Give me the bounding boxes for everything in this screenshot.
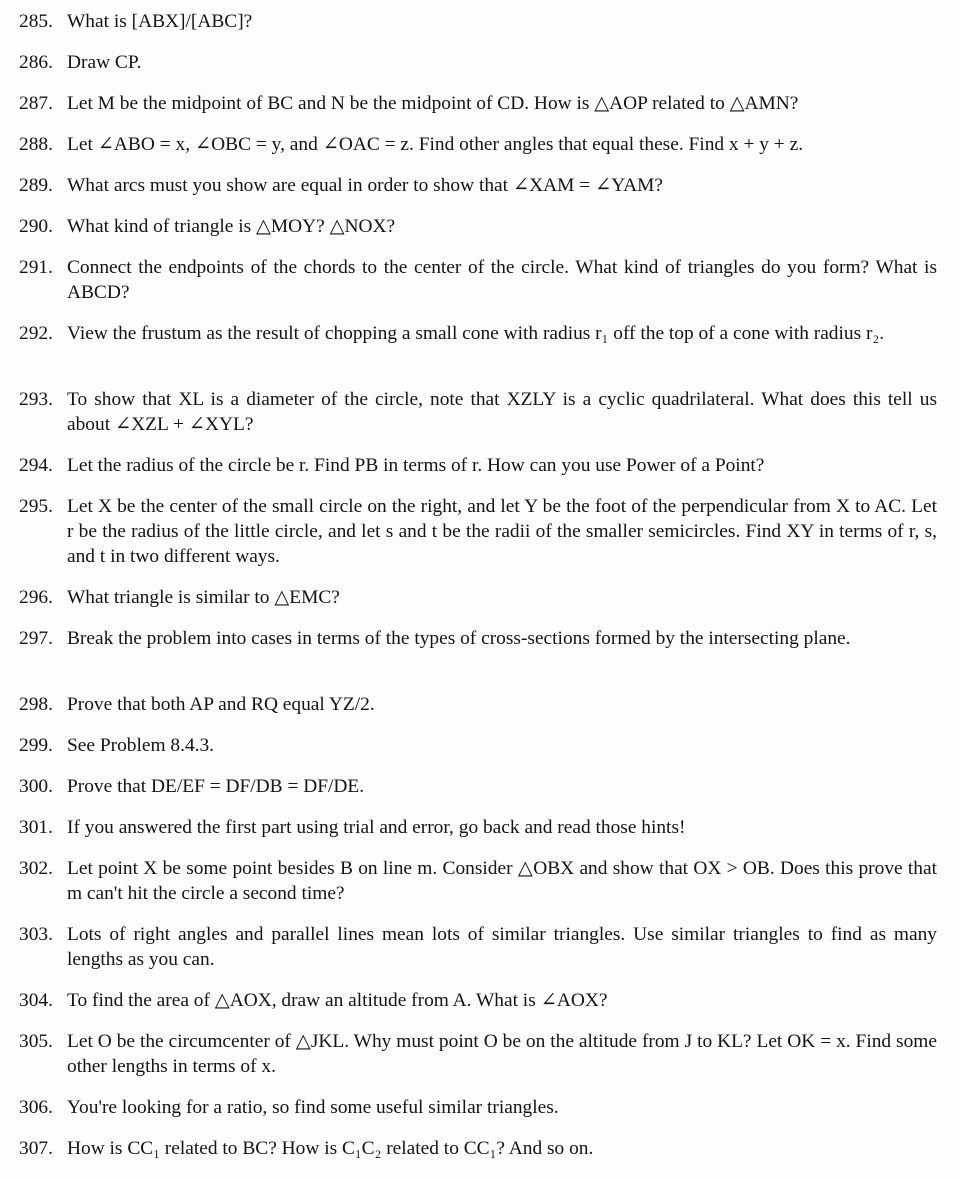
hint-text: Draw CP. [67,52,142,73]
hint-number: 291. [19,257,53,278]
hint-text: See Problem 8.4.3. [67,735,215,756]
hint-287 [19,91,937,116]
hint-number: 300. [19,776,53,797]
hint-290 [19,214,937,239]
hint-304 [19,988,937,1013]
hint-number: 304. [19,990,53,1011]
hint-301 [19,815,937,840]
hint-text: Let X be the center of the small circle on the right, and let Y be the foot of the perpendicular from X to AC. Let r be the radius of the little circle, and let s and t be the radii of the smaller semicircles. Find XY in terms of r, s, and t in two different ways. [67,496,937,567]
hint-number: 286. [19,52,53,73]
hint-number: 289. [19,175,53,196]
hint-text: Prove that both AP and RQ equal YZ/2. [67,694,375,715]
hint-number: 302. [19,858,53,879]
hint-number: 287. [19,93,53,114]
hint-300 [19,774,937,799]
hint-number: 305. [19,1031,53,1052]
hint-number: 303. [19,924,53,945]
hint-291 [19,255,937,305]
hint-297 [19,626,937,651]
hint-number: 285. [19,11,53,32]
hint-298 [19,692,937,717]
hint-302 [19,856,937,906]
hint-295 [19,494,937,569]
hint-303 [19,922,937,972]
hint-text: What arcs must you show are equal in order to show that ∠XAM = ∠YAM? [67,175,663,196]
hint-text: Break the problem into cases in terms of the types of cross-sections formed by the intersecting plane. [67,628,851,649]
hint-number: 293. [19,389,53,410]
hint-text: Lots of right angles and parallel lines mean lots of similar triangles. Use similar triangles to find as many lengths as you can. [67,924,937,970]
hint-text: Let the radius of the circle be r. Find PB in terms of r. How can you use Power of a Point? [67,455,765,476]
hint-text: Let ∠ABO = x, ∠OBC = y, and ∠OAC = z. Find other angles that equal these. Find x + y + z. [67,134,804,155]
hint-text: Let M be the midpoint of BC and N be the midpoint of CD. How is △AOP related to △AMN? [67,93,799,114]
hint-text: Let O be the circumcenter of △JKL. Why must point O be on the altitude from J to KL? Let OK = x. Find some other lengths in terms of x. [67,1031,937,1077]
hint-text: Connect the endpoints of the chords to the center of the circle. What kind of triangles do you form? What is ABCD? [67,257,937,303]
hint-296 [19,585,937,610]
hint-288 [19,132,937,157]
hint-299 [19,733,937,758]
hint-number: 296. [19,587,53,608]
hint-text: How is CC₁ related to BC? How is C₁C₂ related to CC₁? And so on. [67,1138,594,1159]
hint-text: Let point X be some point besides B on line m. Consider △OBX and show that OX > OB. Does this prove that m can't hit the circle a second time? [67,858,937,904]
hint-number: 294. [19,455,53,476]
hint-number: 301. [19,817,53,838]
hint-number: 290. [19,216,53,237]
hint-text: What kind of triangle is △MOY? △NOX? [67,216,396,237]
hint-number: 307. [19,1138,53,1159]
hint-text: If you answered the first part using trial and error, go back and read those hints! [67,817,686,838]
hint-text: You're looking for a ratio, so find some useful similar triangles. [67,1097,559,1118]
hint-number: 288. [19,134,53,155]
hint-number: 299. [19,735,53,756]
hint-number: 292. [19,323,53,344]
hint-number: 298. [19,694,53,715]
hint-text: To show that XL is a diameter of the circle, note that XZLY is a cyclic quadrilateral. What does this tell us about ∠XZL + ∠XYL? [67,389,937,435]
hint-293 [19,387,937,437]
hint-307 [19,1136,937,1161]
hint-number: 306. [19,1097,53,1118]
hint-285 [19,9,937,34]
hint-286 [19,50,937,75]
hint-text: View the frustum as the result of chopping a small cone with radius r₁ off the top of a cone with radius r₂. [67,323,885,344]
hint-number: 295. [19,496,53,517]
hint-text: What is [ABX]/[ABC]? [67,11,253,32]
hint-number: 297. [19,628,53,649]
hint-289 [19,173,937,198]
hint-305 [19,1029,937,1079]
hint-text: Prove that DE/EF = DF/DB = DF/DE. [67,776,365,797]
hint-294 [19,453,937,478]
hint-292 [19,321,937,346]
hint-306 [19,1095,937,1120]
hint-text: To find the area of △AOX, draw an altitude from A. What is ∠AOX? [67,990,608,1011]
hint-text: What triangle is similar to △EMC? [67,587,340,608]
